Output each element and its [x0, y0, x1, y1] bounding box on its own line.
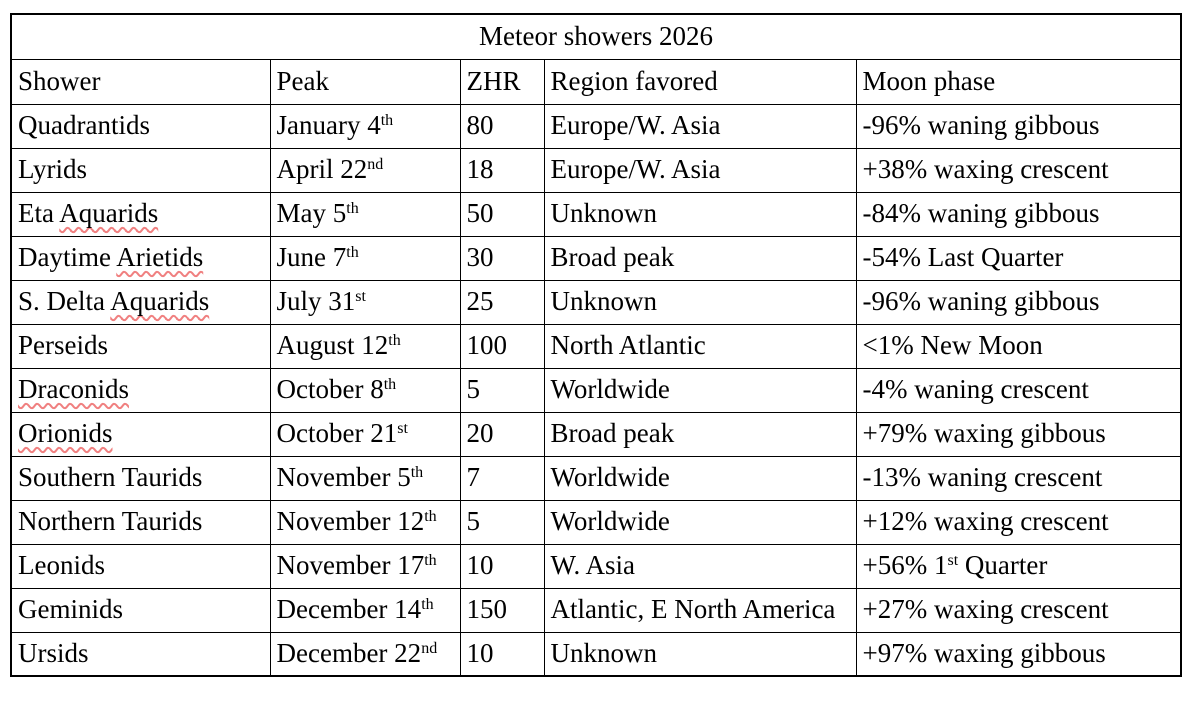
peak-cell[interactable] [270, 104, 460, 148]
shower-cell[interactable] [11, 368, 270, 412]
moon-phase: -13% waning crescent [862, 462, 1103, 493]
shower-cell[interactable] [11, 192, 270, 236]
column-header-zhr[interactable]: ZHR [460, 59, 544, 104]
peak-cell[interactable] [270, 500, 460, 544]
region-cell[interactable]: Europe/W. Asia [544, 148, 856, 192]
moon-phase-ordinal: st [947, 552, 959, 570]
peak-cell[interactable] [270, 412, 460, 456]
moon-phase: +27% waxing crescent [862, 594, 1109, 625]
moon-phase: +97% waxing gibbous [862, 638, 1106, 669]
peak-date: June 7 [276, 242, 347, 273]
shower-name-misspelled: Draconids [18, 374, 129, 405]
peak-date: July 31 [276, 286, 356, 317]
peak-date: November 12 [276, 506, 425, 537]
moon-phase: -96% waning gibbous [862, 110, 1100, 141]
shower-name: Eta [18, 198, 60, 229]
moon-phase: +12% waxing crescent [862, 506, 1109, 537]
peak-cell[interactable] [270, 456, 460, 500]
peak-date: October 21 [276, 418, 398, 449]
peak-date: November 5 [276, 462, 411, 493]
zhr-cell[interactable]: 20 [460, 412, 544, 456]
peak-date-ordinal: th [410, 464, 424, 482]
shower-cell[interactable] [11, 148, 270, 192]
peak-date-ordinal: st [355, 288, 366, 306]
zhr-cell[interactable]: 5 [460, 368, 544, 412]
moon-phase-cell[interactable] [856, 148, 1181, 192]
shower-name-misspelled: Arietids [116, 242, 204, 273]
table-row [11, 588, 1181, 632]
peak-cell[interactable] [270, 148, 460, 192]
region-cell[interactable]: North Atlantic [544, 324, 856, 368]
zhr-cell[interactable]: 7 [460, 456, 544, 500]
column-header-region-favored[interactable]: Region favored [544, 59, 856, 104]
peak-cell[interactable] [270, 368, 460, 412]
peak-date: December 22 [276, 638, 422, 669]
moon-phase-cell[interactable] [856, 324, 1181, 368]
shower-cell[interactable] [11, 544, 270, 588]
table-row [11, 324, 1181, 368]
shower-name: Ursids [18, 638, 89, 669]
region-cell[interactable]: Worldwide [544, 500, 856, 544]
moon-phase: -4% waning crescent [862, 374, 1089, 405]
peak-date-ordinal: th [424, 552, 437, 570]
peak-cell[interactable] [270, 236, 460, 280]
region-cell[interactable]: Unknown [544, 632, 856, 676]
table-row [11, 412, 1181, 456]
shower-name-misspelled: Aquarids [110, 286, 210, 317]
peak-date-ordinal: th [421, 596, 434, 614]
moon-phase-cell[interactable] [856, 412, 1181, 456]
peak-date-ordinal: th [388, 332, 401, 350]
table-row [11, 192, 1181, 236]
region-cell[interactable]: Worldwide [544, 456, 856, 500]
table-row [11, 148, 1181, 192]
moon-phase: -84% waning gibbous [862, 198, 1100, 229]
shower-name: Leonids [18, 550, 105, 581]
peak-date-ordinal: th [424, 508, 437, 526]
shower-name: Daytime [18, 242, 117, 273]
shower-name-misspelled: Aquarids [59, 198, 159, 229]
table-row [11, 500, 1181, 544]
zhr-cell[interactable]: 18 [460, 148, 544, 192]
shower-cell[interactable] [11, 500, 270, 544]
region-cell[interactable]: Atlantic, E North America [544, 588, 856, 632]
meteor-showers-table [10, 13, 1182, 677]
moon-phase-cell[interactable] [856, 500, 1181, 544]
peak-date-ordinal: th [380, 112, 394, 130]
moon-phase-cell[interactable] [856, 588, 1181, 632]
shower-name: S. Delta [18, 286, 111, 317]
shower-cell[interactable] [11, 456, 270, 500]
region-cell[interactable]: Broad peak [544, 412, 856, 456]
moon-phase-cell[interactable] [856, 280, 1181, 324]
peak-date-ordinal: nd [367, 156, 384, 174]
zhr-cell[interactable]: 80 [460, 104, 544, 148]
table-title-row [11, 14, 1181, 59]
column-header-peak[interactable]: Peak [270, 59, 460, 104]
peak-cell[interactable] [270, 192, 460, 236]
peak-date-ordinal: th [383, 376, 397, 394]
table-row [11, 544, 1181, 588]
moon-phase-cell[interactable] [856, 456, 1181, 500]
peak-date: August 12 [276, 330, 389, 361]
table-row [11, 368, 1181, 412]
shower-name: Perseids [18, 330, 108, 361]
region-cell[interactable]: Broad peak [544, 236, 856, 280]
shower-cell[interactable] [11, 280, 270, 324]
table-row [11, 280, 1181, 324]
moon-phase-cell[interactable] [856, 632, 1181, 676]
moon-phase-cell[interactable] [856, 544, 1181, 588]
column-header-moon-phase[interactable]: Moon phase [856, 59, 1181, 104]
moon-phase-cell[interactable] [856, 368, 1181, 412]
shower-name: Southern Taurids [18, 462, 203, 493]
zhr-cell[interactable]: 10 [460, 632, 544, 676]
moon-phase: -96% waning gibbous [862, 286, 1100, 317]
table-row [11, 456, 1181, 500]
region-cell[interactable]: W. Asia [544, 544, 856, 588]
zhr-cell[interactable]: 5 [460, 500, 544, 544]
zhr-cell[interactable]: 100 [460, 324, 544, 368]
shower-cell[interactable] [11, 324, 270, 368]
peak-date: January 4 [276, 110, 381, 141]
zhr-cell[interactable]: 10 [460, 544, 544, 588]
shower-cell[interactable] [11, 412, 270, 456]
table-row [11, 632, 1181, 676]
peak-cell[interactable] [270, 632, 460, 676]
column-header-shower[interactable]: Shower [11, 59, 270, 104]
peak-cell[interactable] [270, 280, 460, 324]
shower-cell[interactable] [11, 632, 270, 676]
shower-name: Lyrids [18, 154, 88, 185]
peak-date: December 14 [276, 594, 422, 625]
peak-date-ordinal: th [346, 244, 359, 262]
peak-cell[interactable] [270, 544, 460, 588]
shower-name: Geminids [18, 594, 123, 625]
peak-date: April 22 [276, 154, 368, 185]
peak-date: October 8 [276, 374, 384, 405]
moon-phase-cell[interactable] [856, 104, 1181, 148]
shower-name: Quadrantids [18, 110, 150, 141]
table-row [11, 236, 1181, 280]
region-cell[interactable]: Europe/W. Asia [544, 104, 856, 148]
zhr-cell[interactable]: 50 [460, 192, 544, 236]
zhr-cell[interactable]: 25 [460, 280, 544, 324]
peak-date-ordinal: th [346, 200, 359, 218]
moon-phase: -54% Last Quarter [862, 242, 1064, 273]
moon-phase: +56% 1 [862, 550, 948, 581]
moon-phase-cell[interactable] [856, 192, 1181, 236]
table-header-row [11, 59, 1181, 104]
table-row [11, 104, 1181, 148]
shower-name-misspelled: Orionids [18, 418, 113, 449]
shower-cell[interactable] [11, 588, 270, 632]
moon-phase: <1% New Moon [862, 330, 1043, 361]
peak-date-ordinal: st [397, 420, 408, 438]
shower-cell[interactable] [11, 104, 270, 148]
moon-phase: +38% waxing crescent [862, 154, 1109, 185]
zhr-cell[interactable]: 30 [460, 236, 544, 280]
table-title[interactable]: Meteor showers 2026 [11, 14, 1181, 59]
peak-cell[interactable] [270, 324, 460, 368]
moon-phase-cell[interactable] [856, 236, 1181, 280]
shower-name: Northern Taurids [18, 506, 203, 537]
region-cell[interactable]: Unknown [544, 192, 856, 236]
region-cell[interactable]: Unknown [544, 280, 856, 324]
shower-cell[interactable] [11, 236, 270, 280]
moon-phase-rest: Quarter [958, 550, 1048, 581]
peak-date: May 5 [276, 198, 347, 229]
table-body [11, 14, 1181, 676]
region-cell[interactable]: Worldwide [544, 368, 856, 412]
moon-phase: +79% waxing gibbous [862, 418, 1106, 449]
peak-cell[interactable] [270, 588, 460, 632]
peak-date: November 17 [276, 550, 425, 581]
peak-date-ordinal: nd [421, 640, 438, 658]
zhr-cell[interactable]: 150 [460, 588, 544, 632]
